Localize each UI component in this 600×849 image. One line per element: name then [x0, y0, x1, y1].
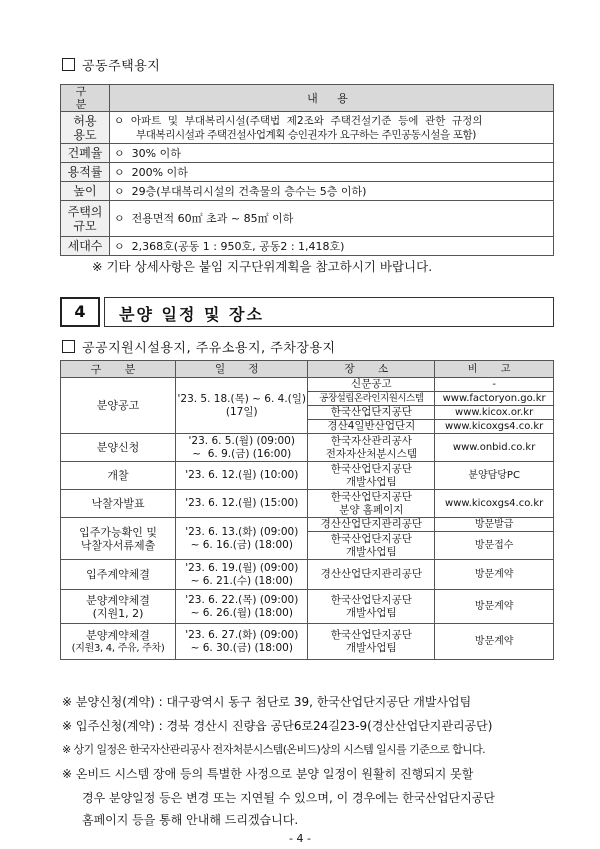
row-value: ㅇ 전용면적 60㎡ 초과 ~ 85㎡ 이하	[110, 201, 554, 237]
place-cell	[308, 434, 435, 462]
label-line: 입주가능확인 및	[79, 525, 157, 539]
schedule-note: 경우 분양일정 등은 변경 또는 지연될 수 있으며, 이 경우에는 한국산업단지공단	[82, 791, 495, 805]
place-cell	[308, 462, 435, 490]
note-cell: 방문접수	[435, 532, 554, 560]
place-line: 개발사업팀	[345, 475, 397, 488]
place-cell	[308, 532, 435, 560]
place-line: 한국산업단지공단	[330, 628, 412, 641]
section-number-box: 4	[60, 297, 100, 327]
row-label: 낙찰자발표	[61, 490, 176, 518]
schedule-note: ※ 상기 일정은 한국자산관리공사 전자처분시스템(온비드)상의 시스템 일시를 기준으로 합니다.	[62, 743, 486, 756]
date-line: (17일)	[225, 405, 258, 418]
row-label: 분양공고	[61, 378, 176, 434]
schedule-date	[176, 378, 308, 434]
row-value: ㅇ 29층(부대복리시설의 건축물의 층수는 5층 이하)	[110, 182, 554, 201]
label-line: 분양계약체결	[86, 628, 150, 642]
schedule-note: 홈페이지 등을 통해 안내해 드리겠습니다.	[82, 813, 299, 827]
section-title: 공동주택용지	[82, 59, 161, 74]
table-header: 장 소	[308, 361, 435, 378]
place-cell: 한국산업단지공단	[308, 406, 435, 420]
label-text: 허용 용도	[73, 113, 97, 142]
place-cell: 경산4일반산업단지	[308, 420, 435, 434]
housing-table	[60, 84, 554, 256]
value-line: ㅇ 아파트 및 부대복리시설(주택법 제2조와 주택건설기준 등에 관한 규정의	[114, 114, 483, 127]
table-header: 구 분	[61, 361, 176, 378]
note-cell: -	[435, 378, 554, 392]
row-label: 개찰	[61, 462, 176, 490]
place-line: 개발사업팀	[345, 545, 397, 558]
schedule-date: '23. 6. 12.(월) (10:00)	[176, 462, 308, 490]
place-line: 개발사업팀	[345, 641, 397, 654]
note-cell: 방문발급	[435, 518, 554, 532]
note-cell: 방문계약	[435, 624, 554, 660]
row-value: ㅇ 2,368호(공동 1 : 950호, 공동2 : 1,418호)	[110, 237, 554, 256]
schedule-date	[176, 590, 308, 624]
schedule-note: ※ 분양신청(계약) : 대구광역시 동구 첨단로 39, 한국산업단지공단 개발사업팀	[62, 695, 472, 709]
section-title-bar	[104, 297, 554, 327]
place-cell	[308, 624, 435, 660]
row-label	[61, 201, 110, 237]
row-value	[110, 112, 554, 144]
schedule-note: ※ 입주신청(계약) : 경북 경산시 진량읍 공단6로24길23-9(경산산업단지관리공단)	[62, 719, 493, 733]
row-label: 높이	[61, 182, 110, 201]
note-cell: www.factoryon.go.kr	[435, 392, 554, 406]
date-line: '23. 6. 22.(목) (09:00)	[185, 593, 299, 606]
date-line: ~ 6. 9.(금) (16:00)	[192, 447, 292, 460]
date-line: '23. 6. 13.(화) (09:00)	[185, 525, 299, 538]
label-text: 주택의 규모	[67, 204, 103, 233]
row-label: 세대수	[61, 237, 110, 256]
place-cell: 경산산업단지관리공단	[308, 560, 435, 590]
place-cell: 경산산업단지관리공단	[308, 518, 435, 532]
row-label: 분양신청	[61, 434, 176, 462]
table-header: 일 정	[176, 361, 308, 378]
schedule-table	[60, 360, 554, 660]
place-cell	[308, 590, 435, 624]
place-line: 개발사업팀	[345, 606, 397, 619]
date-line: ~ 6. 26.(월) (18:00)	[190, 606, 293, 619]
row-label: 건폐율	[61, 144, 110, 163]
place-line: 한국자산관리공사	[330, 434, 412, 447]
place-cell: 신문공고	[308, 378, 435, 392]
table-header: 내 용	[110, 85, 554, 112]
schedule-date	[176, 624, 308, 660]
note-cell: 방문계약	[435, 560, 554, 590]
place-cell: 공장설립온라인지원시스템	[308, 392, 435, 406]
row-label	[61, 624, 176, 660]
date-line: ~ 6. 30.(금) (18:00)	[190, 641, 293, 654]
schedule-date	[176, 518, 308, 560]
row-label	[61, 112, 110, 144]
table-note: ※ 기타 상세사항은 붙임 지구단위계획을 참고하시기 바랍니다.	[92, 259, 433, 274]
date-line: '23. 5. 18.(목) ~ 6. 4.(일)	[177, 392, 306, 405]
note-cell: www.kicoxgs4.co.kr	[435, 490, 554, 518]
date-line: '23. 6. 27.(화) (09:00)	[185, 628, 299, 641]
note-cell: 분양담당PC	[435, 462, 554, 490]
note-cell: www.kicox.or.kr	[435, 406, 554, 420]
schedule-date	[176, 560, 308, 590]
label-line: (지원3, 4, 주유, 주차)	[71, 642, 165, 654]
label-line: (지원1, 2)	[92, 606, 144, 620]
section-subtitle: 공공지원시설용지, 주유소용지, 주차장용지	[82, 341, 336, 356]
place-cell	[308, 490, 435, 518]
row-value: ㅇ 200% 이하	[110, 163, 554, 182]
place-line: 한국산업단지공단	[330, 532, 412, 545]
row-label	[61, 590, 176, 624]
note-cell: 방문계약	[435, 590, 554, 624]
place-line: 전자자산처분시스템	[325, 447, 417, 460]
date-line: '23. 6. 5.(월) (09:00)	[188, 434, 295, 447]
note-cell: www.onbid.co.kr	[435, 434, 554, 462]
date-line: ~ 6. 21.(수) (18:00)	[190, 574, 293, 587]
label-line: 낙찰자서류제출	[80, 538, 156, 552]
schedule-note: ※ 온비드 시스템 장애 등의 특별한 사정으로 분양 일정이 원활히 진행되지 못할	[62, 767, 474, 781]
checkbox-square-icon	[62, 340, 75, 353]
checkbox-square-icon	[62, 58, 75, 71]
table-header: 비 고	[435, 361, 554, 378]
place-line: 한국산업단지공단	[330, 593, 412, 606]
date-line: '23. 6. 19.(월) (09:00)	[185, 561, 299, 574]
value-line: 부대복리시설과 주택건설사업계획 승인권자가 요구하는 주민공동시설을 포함)	[136, 128, 476, 141]
page-number: - 4 -	[289, 832, 311, 845]
row-label: 용적률	[61, 163, 110, 182]
place-line: 한국산업단지공단	[330, 490, 412, 503]
date-line: ~ 6. 16.(금) (18:00)	[190, 538, 293, 551]
row-label	[61, 518, 176, 560]
label-line: 분양계약체결	[86, 593, 150, 607]
section-title: 분양 일정 및 장소	[119, 305, 264, 324]
place-line: 분양 홈페이지	[339, 503, 404, 516]
table-header: 구 분	[61, 85, 110, 112]
place-line: 한국산업단지공단	[330, 462, 412, 475]
schedule-date: '23. 6. 12.(월) (15:00)	[176, 490, 308, 518]
row-label: 입주계약체결	[61, 560, 176, 590]
schedule-date	[176, 434, 308, 462]
row-value: ㅇ 30% 이하	[110, 144, 554, 163]
note-cell: www.kicoxgs4.co.kr	[435, 420, 554, 434]
